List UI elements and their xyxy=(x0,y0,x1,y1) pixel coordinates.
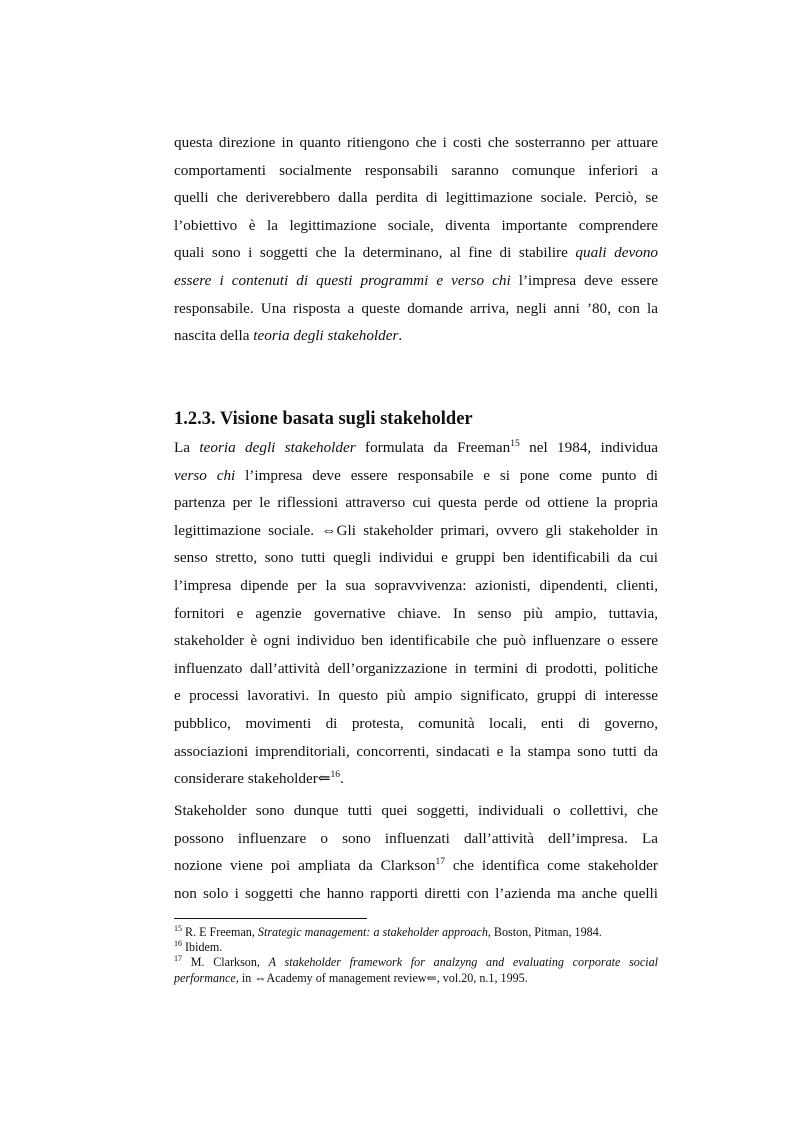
text-run: La xyxy=(174,439,200,456)
footnote-number: 15 xyxy=(174,924,182,933)
text-line: non solo i soggetti che hanno rapporti diretti con l’azienda ma anche quelli xyxy=(174,884,658,902)
text-line: e processi lavorativi. In questo più ampio significato, gruppi di interesse xyxy=(174,687,658,705)
italic-run: performance xyxy=(174,970,236,985)
text-line: senso stretto, sono tutti quegli individui e gruppi ben identificabili da cui xyxy=(174,549,658,567)
text-line: questa direzione in quanto ritiengono che i costi che sosterranno per attuare xyxy=(174,134,658,151)
text-line: fornitori e agenzie governative chiave. In senso più ampio, tuttavia, xyxy=(174,604,658,622)
text-run: , Boston, Pitman, 1984. xyxy=(487,925,602,939)
text-run: nozione viene poi ampliata da Clarkson xyxy=(174,857,436,875)
text-line: stakeholder è ogni individuo ben identificabile che può influenzare o essere xyxy=(174,632,658,650)
text-line: associazioni imprenditoriali, concorrenti, sindacati e la stampa sono tutti da xyxy=(174,742,658,760)
italic-run: teoria degli stakeholder xyxy=(199,439,356,456)
text-line xyxy=(174,434,658,462)
footnote-17-continued xyxy=(174,971,658,986)
text-run: che identifica come stakeholder xyxy=(444,857,658,875)
footnote-ref-16[interactable]: 16 xyxy=(330,770,341,781)
text-run: M. Clarkson, xyxy=(182,955,269,970)
text-line: comportamenti socialmente responsabili saranno comunque inferiori a xyxy=(174,161,658,179)
text-line: legittimazione sociale. ⇔Gli stakeholder primari, ovvero gli stakeholder in xyxy=(174,521,658,539)
text-run: . xyxy=(340,770,344,788)
text-run: formulata da Freeman xyxy=(355,439,511,456)
text-line: pubblico, movimenti di protesta, comunità locali, enti di governo, xyxy=(174,714,658,732)
italic-run: teoria degli stakeholder xyxy=(253,327,399,345)
text-line: responsabile. Una risposta a queste domande arriva, negli anni ’80, con la xyxy=(174,299,658,317)
text-line xyxy=(174,765,658,793)
italic-run: Strategic management: a stakeholder approach xyxy=(257,925,488,939)
text-run: Ibidem. xyxy=(182,940,223,955)
footnote-16 xyxy=(174,940,658,955)
text-line xyxy=(174,462,658,490)
text-line: partenza per le riflessioni attraverso cui questa perde od ottiene la propria xyxy=(174,494,658,512)
footnote-17 xyxy=(174,955,658,970)
text-run: , in ⇔Academy of management review⇐, vol.20, n.1, 1995. xyxy=(235,970,528,985)
paragraph-1 xyxy=(174,129,658,350)
text-line: quelli che deriverebbero dalla perdita di legittimazione sociale. Perciò, se xyxy=(174,189,658,207)
text-run: quali sono i soggetti che la determinano, al fine di stabilire xyxy=(174,244,576,262)
text-line xyxy=(174,322,658,350)
text-line xyxy=(174,267,658,295)
text-run: l’impresa deve essere xyxy=(510,271,658,289)
italic-run: A stakeholder framework for analzyng and evaluating corporate social xyxy=(268,955,658,970)
section-heading: 1.2.3. Visione basata sugli stakeholder xyxy=(174,409,473,429)
text-line: Stakeholder sono dunque tutti quei soggetti, individuali o collettivi, che xyxy=(174,802,658,819)
italic-run: essere i contenuti di questi programmi e xyxy=(174,271,452,289)
footnote-number: 16 xyxy=(174,939,182,949)
paragraph-2 xyxy=(174,434,658,793)
footnote-15 xyxy=(174,925,658,940)
text-run: l’impresa deve essere responsabile e si pone come punto di xyxy=(235,466,659,484)
footnotes xyxy=(174,925,658,986)
text-line: l’impresa dipende per la sua sopravvivenza: azionisti, dipendenti, clienti, xyxy=(174,576,658,594)
text-line xyxy=(174,852,658,880)
paragraph-3 xyxy=(174,797,658,907)
text-line: influenzato dall’attività dell’organizzazione in termini di prodotti, politiche xyxy=(174,659,658,677)
italic-run: verso chi xyxy=(451,271,511,289)
text-line xyxy=(174,239,658,267)
italic-run: verso chi xyxy=(174,466,236,484)
text-line: l’obiettivo è la legittimazione sociale, diventa importante comprendere xyxy=(174,216,658,234)
text-run: nascita della xyxy=(174,327,254,345)
text-run: R. E Freeman, xyxy=(182,925,258,939)
text-run: . xyxy=(398,327,403,345)
text-run: considerare stakeholder⇐ xyxy=(174,770,331,788)
text-run: nel 1984, individua xyxy=(519,439,658,456)
footnote-ref-17[interactable]: 17 xyxy=(435,857,445,868)
italic-run: quali devono xyxy=(575,244,659,262)
text-line: possono influenzare o sono influenzati dall’attività dell’impresa. La xyxy=(174,829,658,847)
footnote-number: 17 xyxy=(174,954,182,964)
footnote-divider xyxy=(174,918,367,919)
footnote-ref-15[interactable]: 15 xyxy=(510,439,520,449)
